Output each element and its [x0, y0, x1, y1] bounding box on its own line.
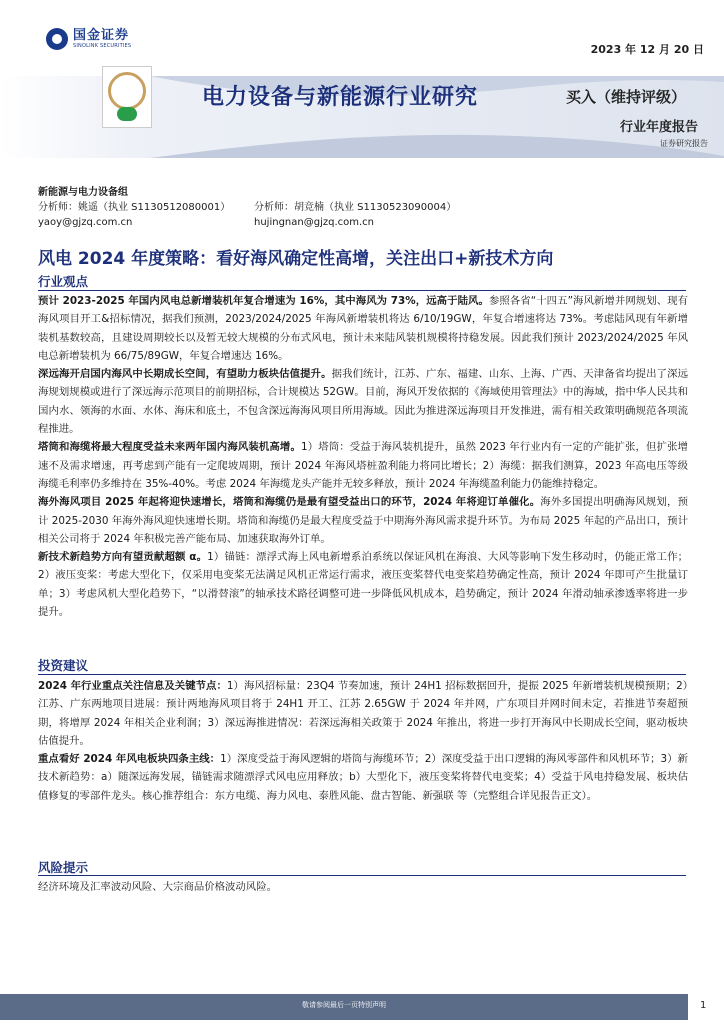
section-divider [38, 290, 686, 291]
analyst2-email[interactable]: hujingnan@gjzq.com.cn [254, 217, 374, 228]
view-paragraph [38, 292, 688, 365]
invest-p1-text: 1）海风招标量：23Q4 节奏加速，预计 24H1 招标数据回升，提振 2025 年新增装机规模预期；2）江苏、广东两地项目进展：预计两地海风项目将于 24H1 开工、江苏 2.65GW 于 2024 年并网，广东项目并网时间未定，若推进节奏超预期，将增厚 2024 年相关企业利润；3）深远海推进情况：若深远海相关政策于 2024 年推出，将进一步打开海风中长期成长空间，驱动板块估值提升。 [38, 680, 688, 747]
view-p2-text: 据我们统计，江苏、广东、福建、山东、上海、广西、天津备省均提出了深远海规划规模或进行了深远海示范项目的前期招标，合计规模达 52GW。目前，海风开发依据的《海域使用管理法》中的海域，指中华人民共和国内水、领海的水面、水体、海床和底土，不包含深远海海风项目所用海域。因此为推进深远海项目开发推进，需有相关政策明确规范各项流程推进。 [38, 368, 688, 436]
industry-view-body [38, 292, 688, 621]
title-banner [0, 68, 724, 158]
page-number: 1 [700, 1000, 707, 1011]
report-type: 行业年度报告 [620, 120, 699, 135]
view-p4-lead: 海外海风项目 2025 年起将迎快速增长，塔筒和海缆仍是最有望受益出口的环节，2024 年将迎订单催化。 [38, 496, 541, 509]
report-header [0, 0, 724, 178]
report-date: 2023 年 12 月 20 日 [590, 43, 704, 56]
view-p2-lead: 深远海开启国内海风中长期成长空间，有望助力板块估值提升。 [38, 368, 332, 381]
analyst1-name: 分析师：姚遥（执业 S1130512080001） [38, 202, 231, 213]
section-risk: 风险提示 [38, 860, 89, 875]
section-industry-view: 行业观点 [38, 274, 89, 289]
view-paragraph [38, 548, 688, 621]
rating: 买入（维持评级） [566, 88, 687, 106]
analyst2-name: 分析师：胡竞楠（执业 S1130523090004） [254, 202, 457, 213]
qr-code [102, 66, 152, 128]
view-paragraph [38, 493, 688, 548]
analyst1-email[interactable]: yaoy@gjzq.com.cn [38, 217, 133, 228]
invest-paragraph [38, 677, 688, 750]
logo-name-cn: 国金证券 [73, 28, 130, 43]
view-p4-text: 海外多国提出明确海风规划，预计 2025-2030 年海外海风迎快速增长期。塔筒和海缆仍是最大程度受益于中期海外海风需求提升环节。为布局 2025 年起的产品出口，预计相关公司将于 2024 年积极完善产能布局、加速获取海外订单。 [38, 496, 689, 545]
view-p3-text: 1）塔筒：受益于海风装机提升，虽然 2023 年行业内有一定的产能扩张，但扩张增速不及需求增速，再考虑到产能有一定爬坡周期，预计 2024 年海风塔桩盈利能力将同比增长；2）海缆：据我们测算，2023 年高电压等级海缆毛利率仍多维持在 35%-40%。考虑 2024 年海缆龙头产能并无较多释放，预计 2024 年海缆盈利能力仍能维持稳定。 [38, 441, 688, 490]
invest-paragraph [38, 750, 688, 805]
research-group: 新能源与电力设备组 [38, 187, 128, 198]
view-p1-text: 参照各省“十四五”海风新增并网规划、现有海风项目开工&招标情况，据我们预测，2023/2024/2025 年海风新增装机将达 6/10/19GW，年复合增速将达 73%。考虑陆风现有年新增装机基数较高，且建设周期较长以及暂无较大规模的分布式风电，预计未来陆风装机规模将持稳发展。因此我们预计 2023/2024/2025 年风电总新增装机为 66/75/89GW，年复合增速达 16%。 [38, 295, 689, 362]
invest-p1-lead: 2024 年行业重点关注信息及关键节点： [38, 680, 227, 692]
logo-name-en: SINOLINK SECURITIES [73, 43, 132, 49]
report-label: 证券研究报告 [660, 139, 708, 148]
footer-disclaimer[interactable]: 敬请参阅最后一页特别声明 [302, 1001, 386, 1009]
wechat-icon [117, 107, 137, 121]
main-title: 风电 2024 年度策略：看好海风确定性高增，关注出口+新技术方向 [38, 249, 554, 269]
analyst-info [38, 185, 698, 230]
qr-seal-icon [108, 72, 146, 110]
section-divider [38, 875, 686, 876]
company-logo [46, 28, 131, 50]
view-p3-lead: 塔筒和海缆将最大程度受益未来两年国内海风装机高增。 [38, 441, 301, 454]
report-series-title: 电力设备与新能源行业研究 [202, 85, 479, 110]
view-p1-lead: 预计 2023-2025 年国内风电总新增装机年复合增速为 16%，其中海风为 73%，远高于陆风。 [38, 295, 489, 307]
invest-p2-lead: 重点看好 2024 年风电板块四条主线： [38, 753, 221, 766]
view-paragraph [38, 438, 688, 493]
risk-body [38, 878, 688, 896]
section-investment: 投资建议 [38, 658, 89, 673]
invest-p2-text: 1）深度受益于海风逻辑的塔筒与海缆环节；2）深度受益于出口逻辑的海风零部件和风机环节；3）新技术新趋势：a）随深远海发展，锚链需求随漂浮式风电应用释放；b）大型化下，液压变桨将替代电变桨；4）受益于风电持稳发展、板块估值修复的零部件龙头。核心推荐组合：东方电缆、海力风电、泰胜风能、盘古智能、新强联 等（完整组合详见报告正文）。 [38, 753, 689, 802]
risk-text: 经济环境及汇率波动风险、大宗商品价格波动风险。 [38, 881, 277, 893]
view-paragraph [38, 365, 688, 438]
view-p5-text: 1）锚链：漂浮式海上风电新增系泊系统以保证风机在海浪、大风等影响下发生移动时，仍能正常工作；2）液压变桨：考虑大型化下，仅采用电变桨无法满足风机正常运行需求，液压变桨替代电变桨趋势确定性高，预计 2024 年即可产生批量订单；3）考虑风机大型化趋势下，“以滑替滚”的轴承技术路径调整可进一步降低风机成本，趋势确定，预计 2024 年滑动轴承渗透率将进一步提升。 [38, 551, 688, 619]
section-divider [38, 674, 686, 675]
view-p5-lead: 新技术新趋势方向有望贡献超额 α。 [38, 551, 208, 564]
logo-mark-icon [46, 28, 68, 50]
investment-body [38, 677, 688, 805]
